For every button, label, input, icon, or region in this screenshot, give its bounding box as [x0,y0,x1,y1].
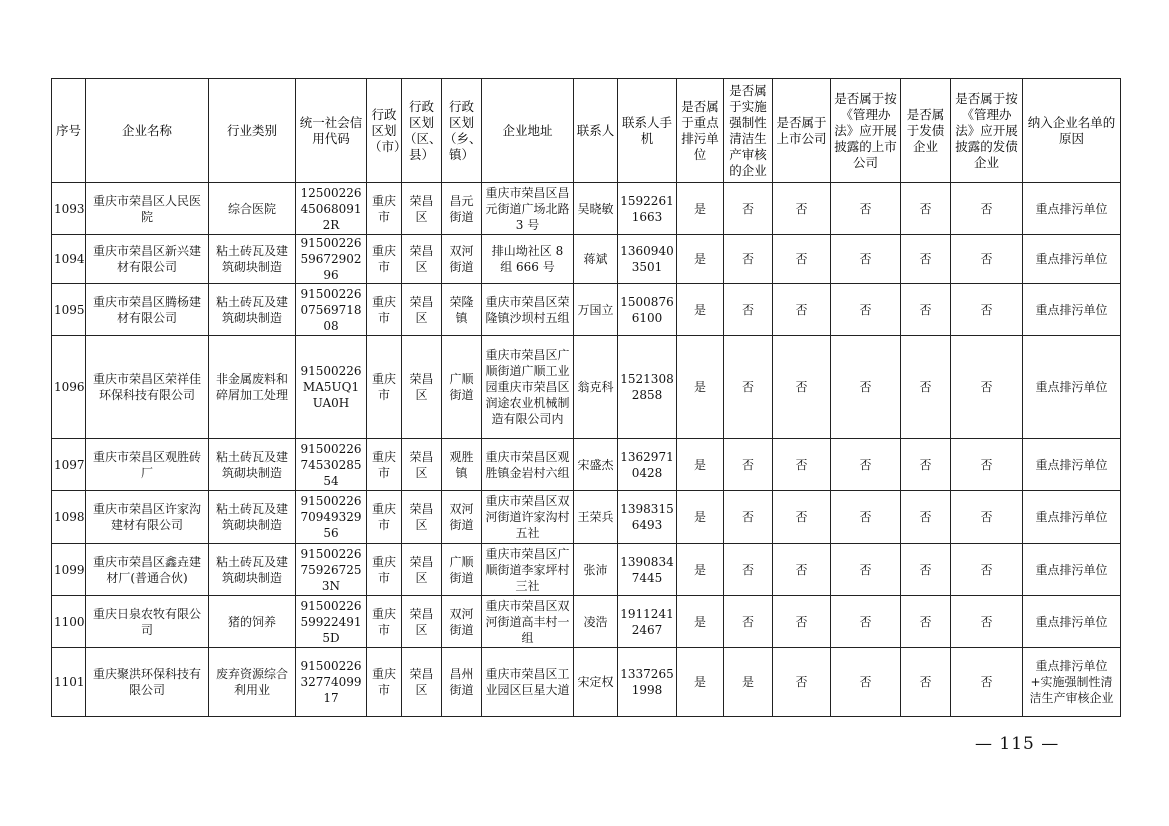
is-listed-disclosure: 否 [831,284,901,336]
is-clean-audit: 否 [724,439,773,491]
industry-category: 综合医院 [209,183,296,235]
is-listed: 否 [773,648,831,717]
contact-person: 蒋斌 [574,235,618,284]
city: 重庆市 [367,439,402,491]
is-listed: 否 [773,235,831,284]
header-cell: 序号 [52,79,86,183]
district: 荣昌区 [402,336,442,439]
district: 荣昌区 [402,284,442,336]
header-cell: 行政区划（乡、镇） [442,79,482,183]
is-bond-issuer: 否 [901,648,951,717]
is-key-polluter: 是 [677,596,724,648]
city: 重庆市 [367,336,402,439]
row-seq: 1098 [52,491,86,544]
is-bond-issuer: 否 [901,491,951,544]
is-bond-disclosure: 否 [951,491,1023,544]
credit-code: 915002267453028554 [296,439,367,491]
table-row [52,491,1121,544]
company-name: 重庆市荣昌区许家沟建材有限公司 [86,491,209,544]
contact-person: 翁克科 [574,336,618,439]
city: 重庆市 [367,544,402,596]
contact-person: 万国立 [574,284,618,336]
town: 昌州街道 [442,648,482,717]
is-listed: 否 [773,183,831,235]
credit-code: 91500226759267253N [296,544,367,596]
is-bond-disclosure: 否 [951,544,1023,596]
contact-person: 凌浩 [574,596,618,648]
is-listed-disclosure: 否 [831,183,901,235]
company-name: 重庆市荣昌区新兴建材有限公司 [86,235,209,284]
town: 双河街道 [442,491,482,544]
header-cell: 行政区划（市） [367,79,402,183]
district: 荣昌区 [402,491,442,544]
is-bond-issuer: 否 [901,544,951,596]
inclusion-reason: 重点排污单位 [1023,183,1121,235]
is-key-polluter: 是 [677,284,724,336]
is-key-polluter: 是 [677,336,724,439]
is-clean-audit: 是 [724,648,773,717]
is-listed-disclosure: 否 [831,491,901,544]
town: 双河街道 [442,235,482,284]
inclusion-reason: 重点排污单位 [1023,544,1121,596]
credit-code: 915002260756971808 [296,284,367,336]
table-row [52,284,1121,336]
header-cell: 行业类别 [209,79,296,183]
table-row [52,648,1121,717]
is-key-polluter: 是 [677,439,724,491]
is-bond-disclosure: 否 [951,235,1023,284]
contact-phone: 13609403501 [618,235,677,284]
is-clean-audit: 否 [724,284,773,336]
is-bond-disclosure: 否 [951,439,1023,491]
contact-phone: 13983156493 [618,491,677,544]
credit-code: 91500226599224915D [296,596,367,648]
town: 观胜镇 [442,439,482,491]
credit-code: 915002265967290296 [296,235,367,284]
contact-phone: 13629710428 [618,439,677,491]
industry-category: 非金属废料和碎屑加工处理 [209,336,296,439]
is-bond-issuer: 否 [901,439,951,491]
address: 重庆市荣昌区双河街道许家沟村五社 [482,491,574,544]
header-cell: 统一社会信用代码 [296,79,367,183]
is-bond-disclosure: 否 [951,596,1023,648]
is-bond-issuer: 否 [901,235,951,284]
city: 重庆市 [367,235,402,284]
inclusion-reason: 重点排污单位 [1023,596,1121,648]
district: 荣昌区 [402,596,442,648]
is-clean-audit: 否 [724,596,773,648]
header-row [52,79,1121,183]
city: 重庆市 [367,183,402,235]
header-cell: 企业名称 [86,79,209,183]
city: 重庆市 [367,596,402,648]
credit-code: 12500226450680912R [296,183,367,235]
contact-person: 张沛 [574,544,618,596]
address: 重庆市荣昌区广顺街道李家坪村三社 [482,544,574,596]
city: 重庆市 [367,284,402,336]
header-cell: 企业地址 [482,79,574,183]
contact-phone: 15008766100 [618,284,677,336]
industry-category: 粘土砖瓦及建筑砌块制造 [209,284,296,336]
enterprise-table [51,78,1121,717]
address: 重庆市荣昌区荣隆镇沙坝村五组 [482,284,574,336]
is-bond-issuer: 否 [901,183,951,235]
district: 荣昌区 [402,183,442,235]
is-bond-disclosure: 否 [951,336,1023,439]
is-key-polluter: 是 [677,235,724,284]
industry-category: 粘土砖瓦及建筑砌块制造 [209,544,296,596]
inclusion-reason: 重点排污单位 [1023,235,1121,284]
is-listed: 否 [773,336,831,439]
header-cell: 联系人手机 [618,79,677,183]
row-seq: 1100 [52,596,86,648]
city: 重庆市 [367,491,402,544]
credit-code: 91500226MA5UQ1UA0H [296,336,367,439]
is-bond-disclosure: 否 [951,648,1023,717]
row-seq: 1096 [52,336,86,439]
address: 重庆市荣昌区双河街道高丰村一组 [482,596,574,648]
is-listed-disclosure: 否 [831,336,901,439]
company-name: 重庆日泉农牧有限公司 [86,596,209,648]
inclusion-reason: 重点排污单位+实施强制性清洁生产审核企业 [1023,648,1121,717]
district: 荣昌区 [402,235,442,284]
header-cell: 是否属于实施强制性清洁生产审核的企业 [724,79,773,183]
address: 重庆市荣昌区观胜镇金岩村六组 [482,439,574,491]
address: 排山坳社区 8 组 666 号 [482,235,574,284]
district: 荣昌区 [402,544,442,596]
header-cell: 行政区划（区、县） [402,79,442,183]
contact-phone: 15213082858 [618,336,677,439]
contact-phone: 19112412467 [618,596,677,648]
town: 广顺街道 [442,544,482,596]
company-name: 重庆市荣昌区荣祥佳环保科技有限公司 [86,336,209,439]
is-listed: 否 [773,491,831,544]
header-cell: 是否属于按《管理办法》应开展披露的发债企业 [951,79,1023,183]
is-bond-disclosure: 否 [951,183,1023,235]
town: 双河街道 [442,596,482,648]
town: 昌元街道 [442,183,482,235]
row-seq: 1094 [52,235,86,284]
is-key-polluter: 是 [677,183,724,235]
industry-category: 猪的饲养 [209,596,296,648]
is-listed-disclosure: 否 [831,235,901,284]
is-clean-audit: 否 [724,491,773,544]
inclusion-reason: 重点排污单位 [1023,336,1121,439]
industry-category: 粘土砖瓦及建筑砌块制造 [209,439,296,491]
row-seq: 1095 [52,284,86,336]
district: 荣昌区 [402,648,442,717]
is-listed-disclosure: 否 [831,648,901,717]
header-cell: 联系人 [574,79,618,183]
is-listed: 否 [773,596,831,648]
district: 荣昌区 [402,439,442,491]
contact-phone: 13908347445 [618,544,677,596]
is-key-polluter: 是 [677,648,724,717]
contact-person: 宋定权 [574,648,618,717]
header-cell: 纳入企业名单的原因 [1023,79,1121,183]
credit-code: 915002267094932956 [296,491,367,544]
company-name: 重庆市荣昌区鑫垚建材厂(普通合伙) [86,544,209,596]
is-listed-disclosure: 否 [831,596,901,648]
page-number: — 115 — [975,734,1060,754]
table-row [52,336,1121,439]
credit-code: 915002263277409917 [296,648,367,717]
industry-category: 废弃资源综合利用业 [209,648,296,717]
company-name: 重庆市荣昌区观胜砖厂 [86,439,209,491]
table-row [52,183,1121,235]
header-cell: 是否属于按《管理办法》应开展披露的上市公司 [831,79,901,183]
is-bond-issuer: 否 [901,336,951,439]
contact-person: 吴晓敏 [574,183,618,235]
town: 荣隆镇 [442,284,482,336]
is-key-polluter: 是 [677,491,724,544]
address: 重庆市荣昌区昌元街道广场北路 3 号 [482,183,574,235]
header-cell: 是否属于重点排污单位 [677,79,724,183]
address: 重庆市荣昌区广顺街道广顺工业园重庆市荣昌区润途农业机械制造有限公司内 [482,336,574,439]
row-seq: 1097 [52,439,86,491]
company-name: 重庆聚洪环保科技有限公司 [86,648,209,717]
is-key-polluter: 是 [677,544,724,596]
is-bond-issuer: 否 [901,596,951,648]
contact-person: 宋盛杰 [574,439,618,491]
town: 广顺街道 [442,336,482,439]
table-row [52,235,1121,284]
is-listed-disclosure: 否 [831,439,901,491]
company-name: 重庆市荣昌区腾杨建材有限公司 [86,284,209,336]
is-clean-audit: 否 [724,544,773,596]
is-clean-audit: 否 [724,235,773,284]
is-listed-disclosure: 否 [831,544,901,596]
contact-phone: 15922611663 [618,183,677,235]
header-cell: 是否属于上市公司 [773,79,831,183]
contact-person: 王荣兵 [574,491,618,544]
is-clean-audit: 否 [724,183,773,235]
header-cell: 是否属于发债企业 [901,79,951,183]
inclusion-reason: 重点排污单位 [1023,491,1121,544]
inclusion-reason: 重点排污单位 [1023,284,1121,336]
is-listed: 否 [773,439,831,491]
is-listed: 否 [773,284,831,336]
city: 重庆市 [367,648,402,717]
table-row [52,596,1121,648]
contact-phone: 13372651998 [618,648,677,717]
is-bond-issuer: 否 [901,284,951,336]
is-clean-audit: 否 [724,336,773,439]
row-seq: 1093 [52,183,86,235]
is-bond-disclosure: 否 [951,284,1023,336]
company-name: 重庆市荣昌区人民医院 [86,183,209,235]
address: 重庆市荣昌区工业园区巨星大道 [482,648,574,717]
industry-category: 粘土砖瓦及建筑砌块制造 [209,235,296,284]
inclusion-reason: 重点排污单位 [1023,439,1121,491]
industry-category: 粘土砖瓦及建筑砌块制造 [209,491,296,544]
is-listed: 否 [773,544,831,596]
row-seq: 1101 [52,648,86,717]
row-seq: 1099 [52,544,86,596]
table-row [52,439,1121,491]
table-row [52,544,1121,596]
